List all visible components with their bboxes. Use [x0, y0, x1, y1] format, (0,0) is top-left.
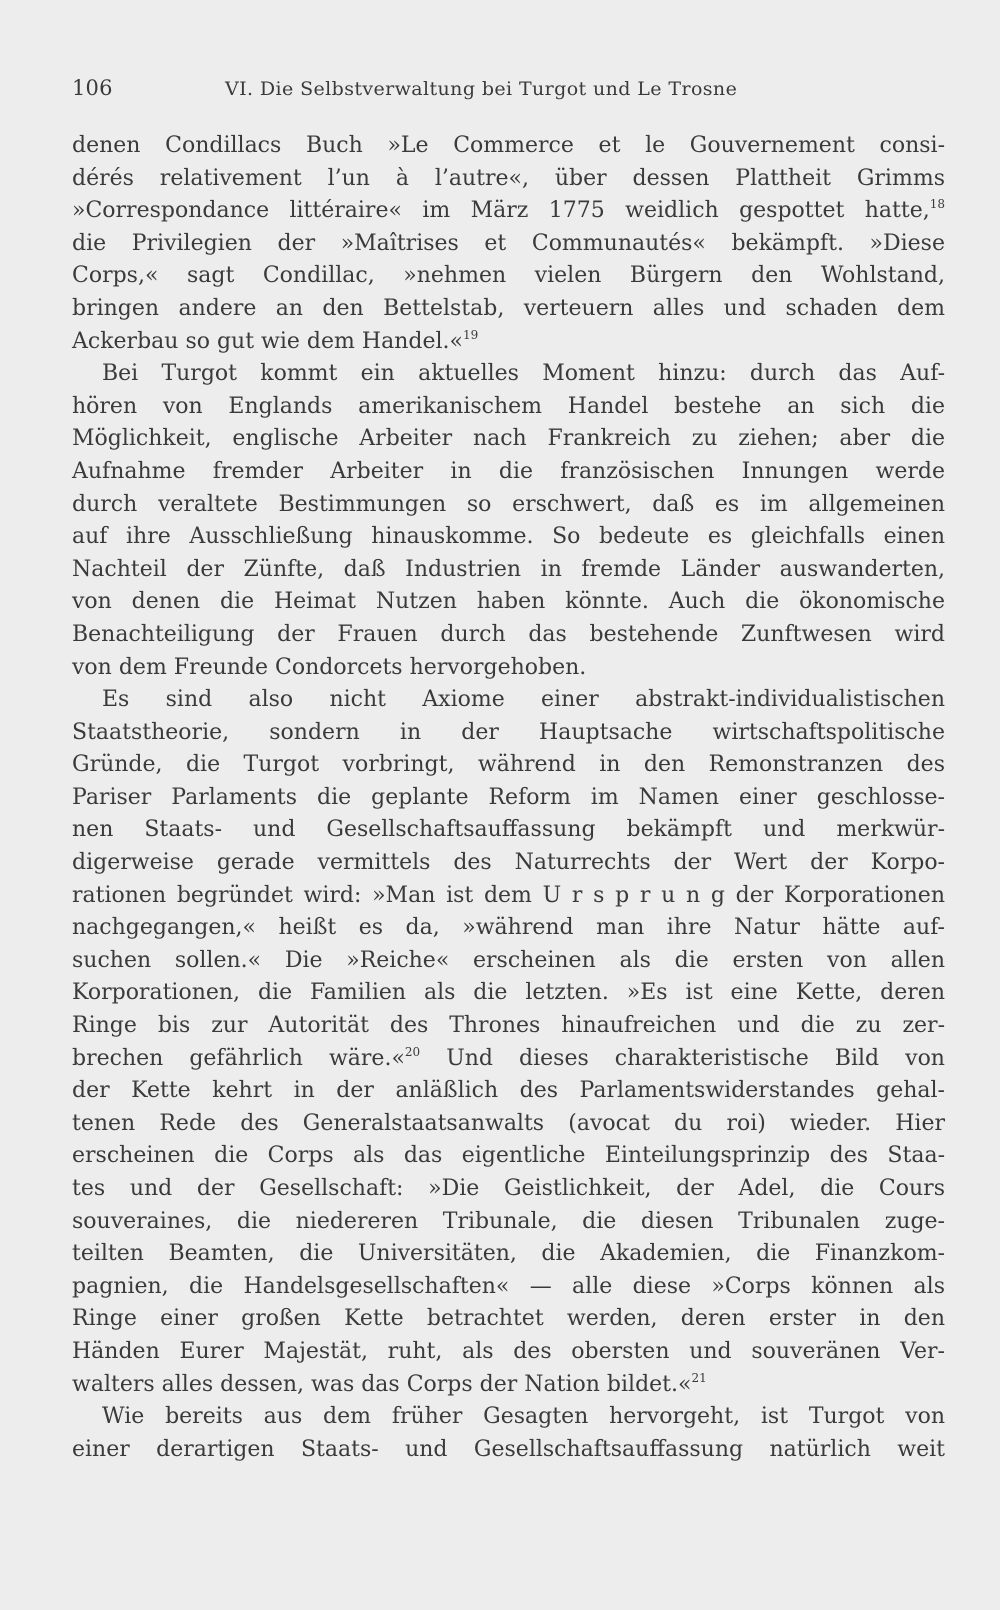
footnote-marker: 21 [691, 1370, 707, 1385]
line-text: walters alles dessen, was das Corps der Nation bildet.« [72, 1371, 692, 1397]
line-text: Ackerbau so gut wie dem Handel.« [72, 328, 463, 354]
line-text: tenen Rede des Generalstaatsanwalts (avocat du roi) wieder. Hier [72, 1110, 945, 1136]
text-line [72, 749, 945, 782]
text-line [72, 1401, 945, 1434]
line-text: rationen begründet wird: »Man ist dem U r s p r u n g der Korporationen [72, 882, 945, 908]
line-text: von dem Freunde Condorcets hervorgehoben. [72, 654, 587, 680]
line-text: Wie bereits aus dem früher Gesagten hervorgeht, ist Turgot von [102, 1404, 945, 1430]
line-text: souveraines, die niedereren Tribunale, die diesen Tribunalen zuge- [72, 1208, 945, 1234]
text-line [72, 260, 945, 293]
text-line [72, 717, 945, 750]
text-line [72, 684, 945, 717]
text-line [72, 652, 945, 685]
text-line [72, 1075, 945, 1108]
text-line [72, 489, 945, 522]
line-text: Korporationen, die Familien als die letzten. »Es ist eine Kette, deren [72, 980, 945, 1006]
footnote-marker: 18 [929, 197, 945, 212]
line-text: auf ihre Ausschließung hinauskomme. So bedeute es gleichfalls einen [72, 524, 945, 550]
text-line [72, 293, 945, 326]
line-text: Bei Turgot kommt ein aktuelles Moment hinzu: durch das Auf- [102, 361, 945, 387]
line-text: dérés relativement l’un à l’autre«, über dessen Plattheit Grimms [72, 165, 945, 191]
line-text: Benachteiligung der Frauen durch das bestehende Zunftwesen wird [72, 621, 945, 647]
text-line [72, 1434, 945, 1467]
text-line [72, 1010, 945, 1043]
body-text [72, 130, 945, 1466]
line-text: der Kette kehrt in der anläßlich des Parlamentswiderstandes gehal- [72, 1078, 945, 1104]
text-line [72, 521, 945, 554]
line-text: Ringe einer großen Kette betrachtet werden, deren erster in den [72, 1306, 945, 1332]
line-text: Staatstheorie, sondern in der Hauptsache wirtschaftspolitische [72, 719, 945, 745]
text-line [72, 977, 945, 1010]
text-line [72, 391, 945, 424]
line-text: Gründe, die Turgot vorbringt, während in den Remonstranzen des [72, 752, 945, 778]
text-line [72, 423, 945, 456]
text-line [72, 358, 945, 391]
text-line [72, 1206, 945, 1239]
text-line [72, 456, 945, 489]
line-text: digerweise gerade vermittels des Naturrechts der Wert der Korpo- [72, 850, 945, 876]
line-text: von denen die Heimat Nutzen haben könnte. Auch die ökonomische [72, 589, 945, 615]
text-line [72, 163, 945, 196]
line-text: Aufnahme fremder Arbeiter in die französischen Innungen werde [72, 458, 945, 484]
line-text: brechen gefährlich wäre.« [72, 1045, 405, 1071]
text-line [72, 1108, 945, 1141]
text-line [72, 1043, 945, 1076]
line-text: suchen sollen.« Die »Reiche« erscheinen als die ersten von allen [72, 947, 945, 973]
line-text: Ringe bis zur Autorität des Thrones hinaufreichen und die zu zer- [72, 1013, 945, 1039]
line-text: erscheinen die Corps als das eigentliche Einteilungsprinzip des Staa- [72, 1143, 945, 1169]
text-line [72, 130, 945, 163]
running-head: VI. Die Selbstverwaltung bei Turgot und Le Trosne [225, 78, 738, 100]
line-text: tes und der Gesellschaft: »Die Geistlichkeit, der Adel, die Cours [72, 1176, 945, 1201]
text-line [72, 228, 945, 261]
line-text: teilten Beamten, die Universitäten, die Akademien, die Finanzkom- [72, 1241, 945, 1267]
text-line [72, 912, 945, 945]
line-text: Pariser Parlaments die geplante Reform im Namen einer geschlosse- [72, 784, 945, 810]
text-line [72, 1173, 945, 1206]
line-text: nachgegangen,« heißt es da, »während man ihre Natur hätte auf- [72, 915, 945, 941]
text-line [72, 1336, 945, 1369]
line-text: »Correspondance littéraire« im März 1775 weidlich gespottet hatte, [72, 198, 930, 224]
text-line [72, 1140, 945, 1173]
text-line [72, 814, 945, 847]
line-text: nen Staats- und Gesellschaftsauffassung bekämpft und merkwür- [72, 817, 945, 843]
line-text: Es sind also nicht Axiome einer abstrakt-individualistischen [102, 687, 945, 713]
text-line [72, 326, 945, 359]
line-text: durch veraltete Bestimmungen so erschwert, daß es im allgemeinen [72, 491, 945, 517]
footnote-marker: 19 [462, 327, 479, 342]
text-line [72, 945, 945, 978]
line-text: Corps,« sagt Condillac, »nehmen vielen Bürgern den Wohlstand, [72, 263, 945, 289]
text-line [72, 619, 945, 652]
line-text: hören von Englands amerikanischem Handel bestehe an sich die [72, 393, 945, 419]
line-text: einer derartigen Staats- und Gesellschaftsauffassung natürlich weit [72, 1436, 945, 1462]
footnote-marker: 20 [404, 1044, 421, 1059]
line-text: pagnien, die Handelsgesellschaften« — alle diese »Corps können als [72, 1273, 945, 1299]
line-text: Möglichkeit, englische Arbeiter nach Frankreich zu ziehen; aber die [72, 426, 945, 452]
line-text: denen Condillacs Buch »Le Commerce et le Gouvernement consi- [72, 133, 945, 158]
text-line [72, 1238, 945, 1271]
line-text: bringen andere an den Bettelstab, verteuern alles und schaden dem [72, 295, 945, 321]
text-line [72, 1369, 945, 1402]
text-line [72, 586, 945, 619]
line-text-tail: Und dieses charakteristische Bild von [420, 1045, 945, 1071]
text-line [72, 880, 945, 913]
line-text: die Privilegien der »Maîtrises et Communautés« bekämpft. »Diese [72, 230, 945, 256]
line-text: Händen Eurer Majestät, ruht, als des obersten und souveränen Ver- [72, 1338, 945, 1364]
text-line [72, 782, 945, 815]
text-line [72, 554, 945, 587]
page-number: 106 [72, 76, 113, 100]
text-line [72, 1303, 945, 1336]
text-line [72, 195, 945, 228]
text-line [72, 847, 945, 880]
text-line [72, 1271, 945, 1304]
line-text: Nachteil der Zünfte, daß Industrien in fremde Länder auswanderten, [72, 556, 945, 582]
page-header [72, 76, 932, 106]
